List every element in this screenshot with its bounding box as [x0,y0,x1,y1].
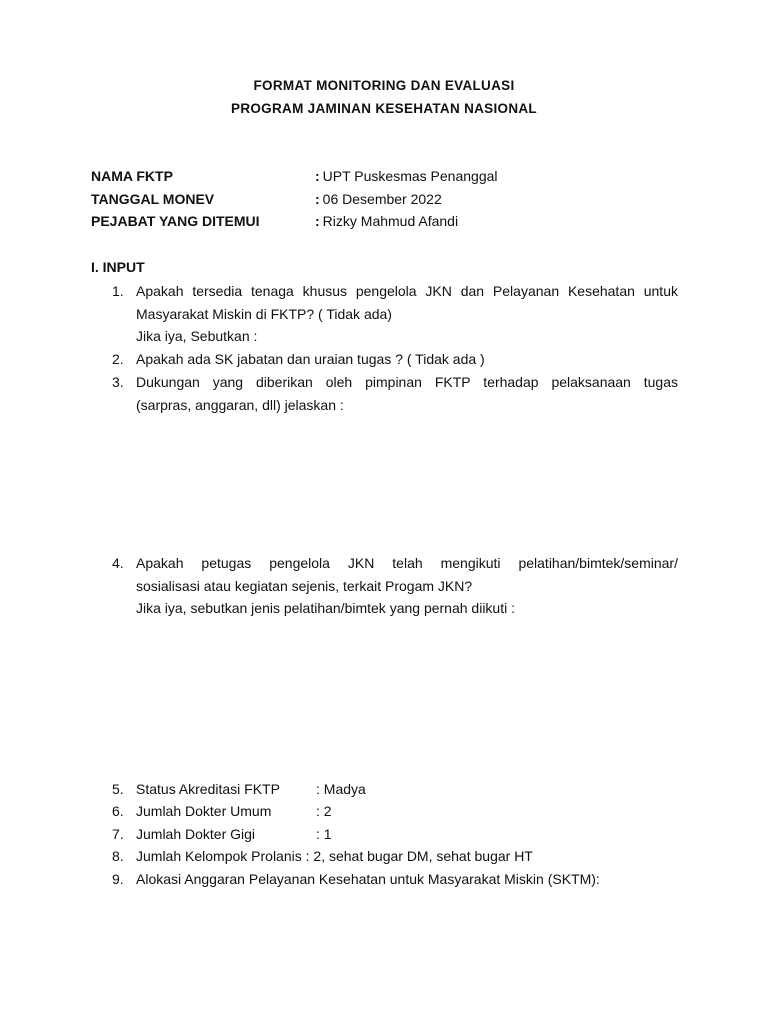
stat-number: 8. [112,848,124,864]
question-text-line: Apakah tersedia tenaga khusus pengelola JKN dan Pelayanan Kesehatan untuk [136,283,678,299]
stat-number: 6. [112,803,124,819]
question-number: 3. [112,374,124,390]
stat-value: : 1 [316,826,332,842]
question-1 [112,280,678,348]
info-colon: : [315,191,320,207]
stat-value: : Madya [316,781,366,797]
stat-label: Jumlah Dokter Gigi [136,826,256,842]
question-number: 4. [112,555,124,571]
stat-label: Jumlah Dokter Umum [136,803,272,819]
question-text-line: Apakah ada SK jabatan dan uraian tugas ? ( Tidak ada ) [136,351,485,367]
stat-number: 9. [112,871,124,887]
stat-number: 7. [112,826,124,842]
question-text-line: (sarpras, anggaran, dll) jelaskan : [136,396,344,413]
info-value [315,191,442,207]
question-text-line: Jika iya, sebutkan jenis pelatihan/bimtek yang pernah diikuti : [136,600,515,616]
info-label: NAMA FKTP [91,168,173,184]
document-title-line-2: PROGRAM JAMINAN KESEHATAN NASIONAL [231,101,537,116]
stat-value: : 2 [316,803,332,819]
question-text-line: Apakah petugas pengelola JKN telah mengikuti pelatihan/bimtek/seminar/ [136,555,678,571]
stat-label: Alokasi Anggaran Pelayanan Kesehatan untuk Masyarakat Miskin (SKTM): [136,871,600,887]
question-text-line: Jika iya, Sebutkan : [136,328,258,344]
question-text-line: Masyarakat Miskin di FKTP? ( Tidak ada) [136,305,392,322]
info-label: TANGGAL MONEV [91,191,215,207]
question-3 [112,371,678,416]
info-value [315,168,498,184]
info-value-text: 06 Desember 2022 [322,191,442,207]
info-label: PEJABAT YANG DITEMUI [91,213,260,229]
question-4 [112,552,678,620]
info-value-text: UPT Puskesmas Penanggal [322,168,498,184]
stat-number: 5. [112,781,124,797]
info-value [315,213,458,229]
question-text-line: sosialisasi atau kegiatan sejenis, terkait Progam JKN? [136,577,473,594]
stat-label: Jumlah Kelompok Prolanis : 2, sehat bugar DM, sehat bugar HT [136,848,533,864]
document-title-line-1: FORMAT MONITORING DAN EVALUASI [253,78,515,93]
question-2 [112,348,678,371]
question-number: 1. [112,283,124,299]
info-value-text: Rizky Mahmud Afandi [322,213,459,229]
section-title-input: I. INPUT [91,259,145,275]
question-text-line: Dukungan yang diberikan oleh pimpinan FKTP terhadap pelaksanaan tugas [136,374,678,390]
stat-label: Status Akreditasi FKTP [136,781,280,797]
info-colon: : [315,213,320,229]
info-colon: : [315,168,320,184]
question-number: 2. [112,351,124,367]
